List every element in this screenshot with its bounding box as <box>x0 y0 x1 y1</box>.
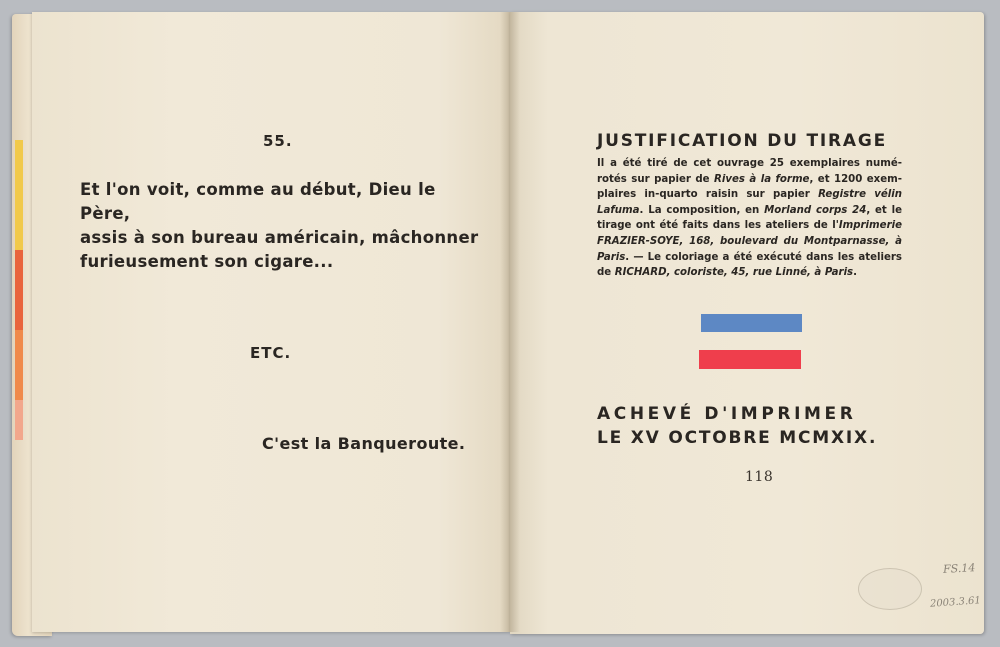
body-text: . — Le coloriage a été exécuté dans les ateliers de <box>597 251 902 279</box>
colored-page-edge <box>15 250 23 330</box>
body-text: . La composition, en <box>639 204 765 216</box>
paragraph-line: Et l'on voit, comme au début, Dieu le Père, <box>80 180 436 223</box>
book-gutter <box>500 12 520 632</box>
colophon-line-1: ACHEVÉ D'IMPRIMER <box>597 404 857 424</box>
justification-body <box>597 156 902 281</box>
left-page <box>32 12 510 632</box>
body-text: , et le tirage ont été faits dans les ateliers de l' <box>597 204 902 232</box>
body-italic: Rives à la forme <box>714 173 810 185</box>
body-italic: Morland corps 24 <box>764 204 867 216</box>
pencil-accession-number: 2003.3.61 <box>929 595 982 610</box>
body-italic: Imprimerie FRAZIER-SOYE, 168, boulevard du Montparnasse, à Paris <box>597 220 902 263</box>
etc-text: ETC. <box>250 344 292 362</box>
colored-page-edge <box>15 330 23 400</box>
colophon-line-2: LE XV OCTOBRE MCMXIX. <box>597 428 878 448</box>
body-italic: Registre vélin Lafuma <box>597 189 903 216</box>
blue-stripe <box>701 314 802 332</box>
closing-line: C'est la Banqueroute. <box>262 434 466 453</box>
colored-page-edge <box>15 400 23 440</box>
paragraph-line: furieusement son cigare... <box>80 252 334 271</box>
pencil-annotation: FS.14 <box>942 561 976 576</box>
main-paragraph <box>80 178 480 274</box>
body-text: Il a été tiré de cet ouvrage 25 exemplaires numé-rotés sur papier de <box>597 158 902 185</box>
body-text: , et 1200 exem-plaires in-quarto raisin sur papier <box>597 173 903 201</box>
red-stripe <box>699 350 801 369</box>
embossed-stamp <box>858 568 922 610</box>
page-number: 118 <box>745 469 774 485</box>
body-italic: RICHARD, coloriste, 45, rue Linné, à Paris <box>614 267 854 279</box>
section-number: 55. <box>263 132 293 150</box>
body-text: . <box>853 267 858 279</box>
colored-page-edge <box>15 140 23 250</box>
paragraph-line: assis à son bureau américain, mâchonner <box>80 228 479 247</box>
justification-title: JUSTIFICATION DU TIRAGE <box>597 131 888 151</box>
